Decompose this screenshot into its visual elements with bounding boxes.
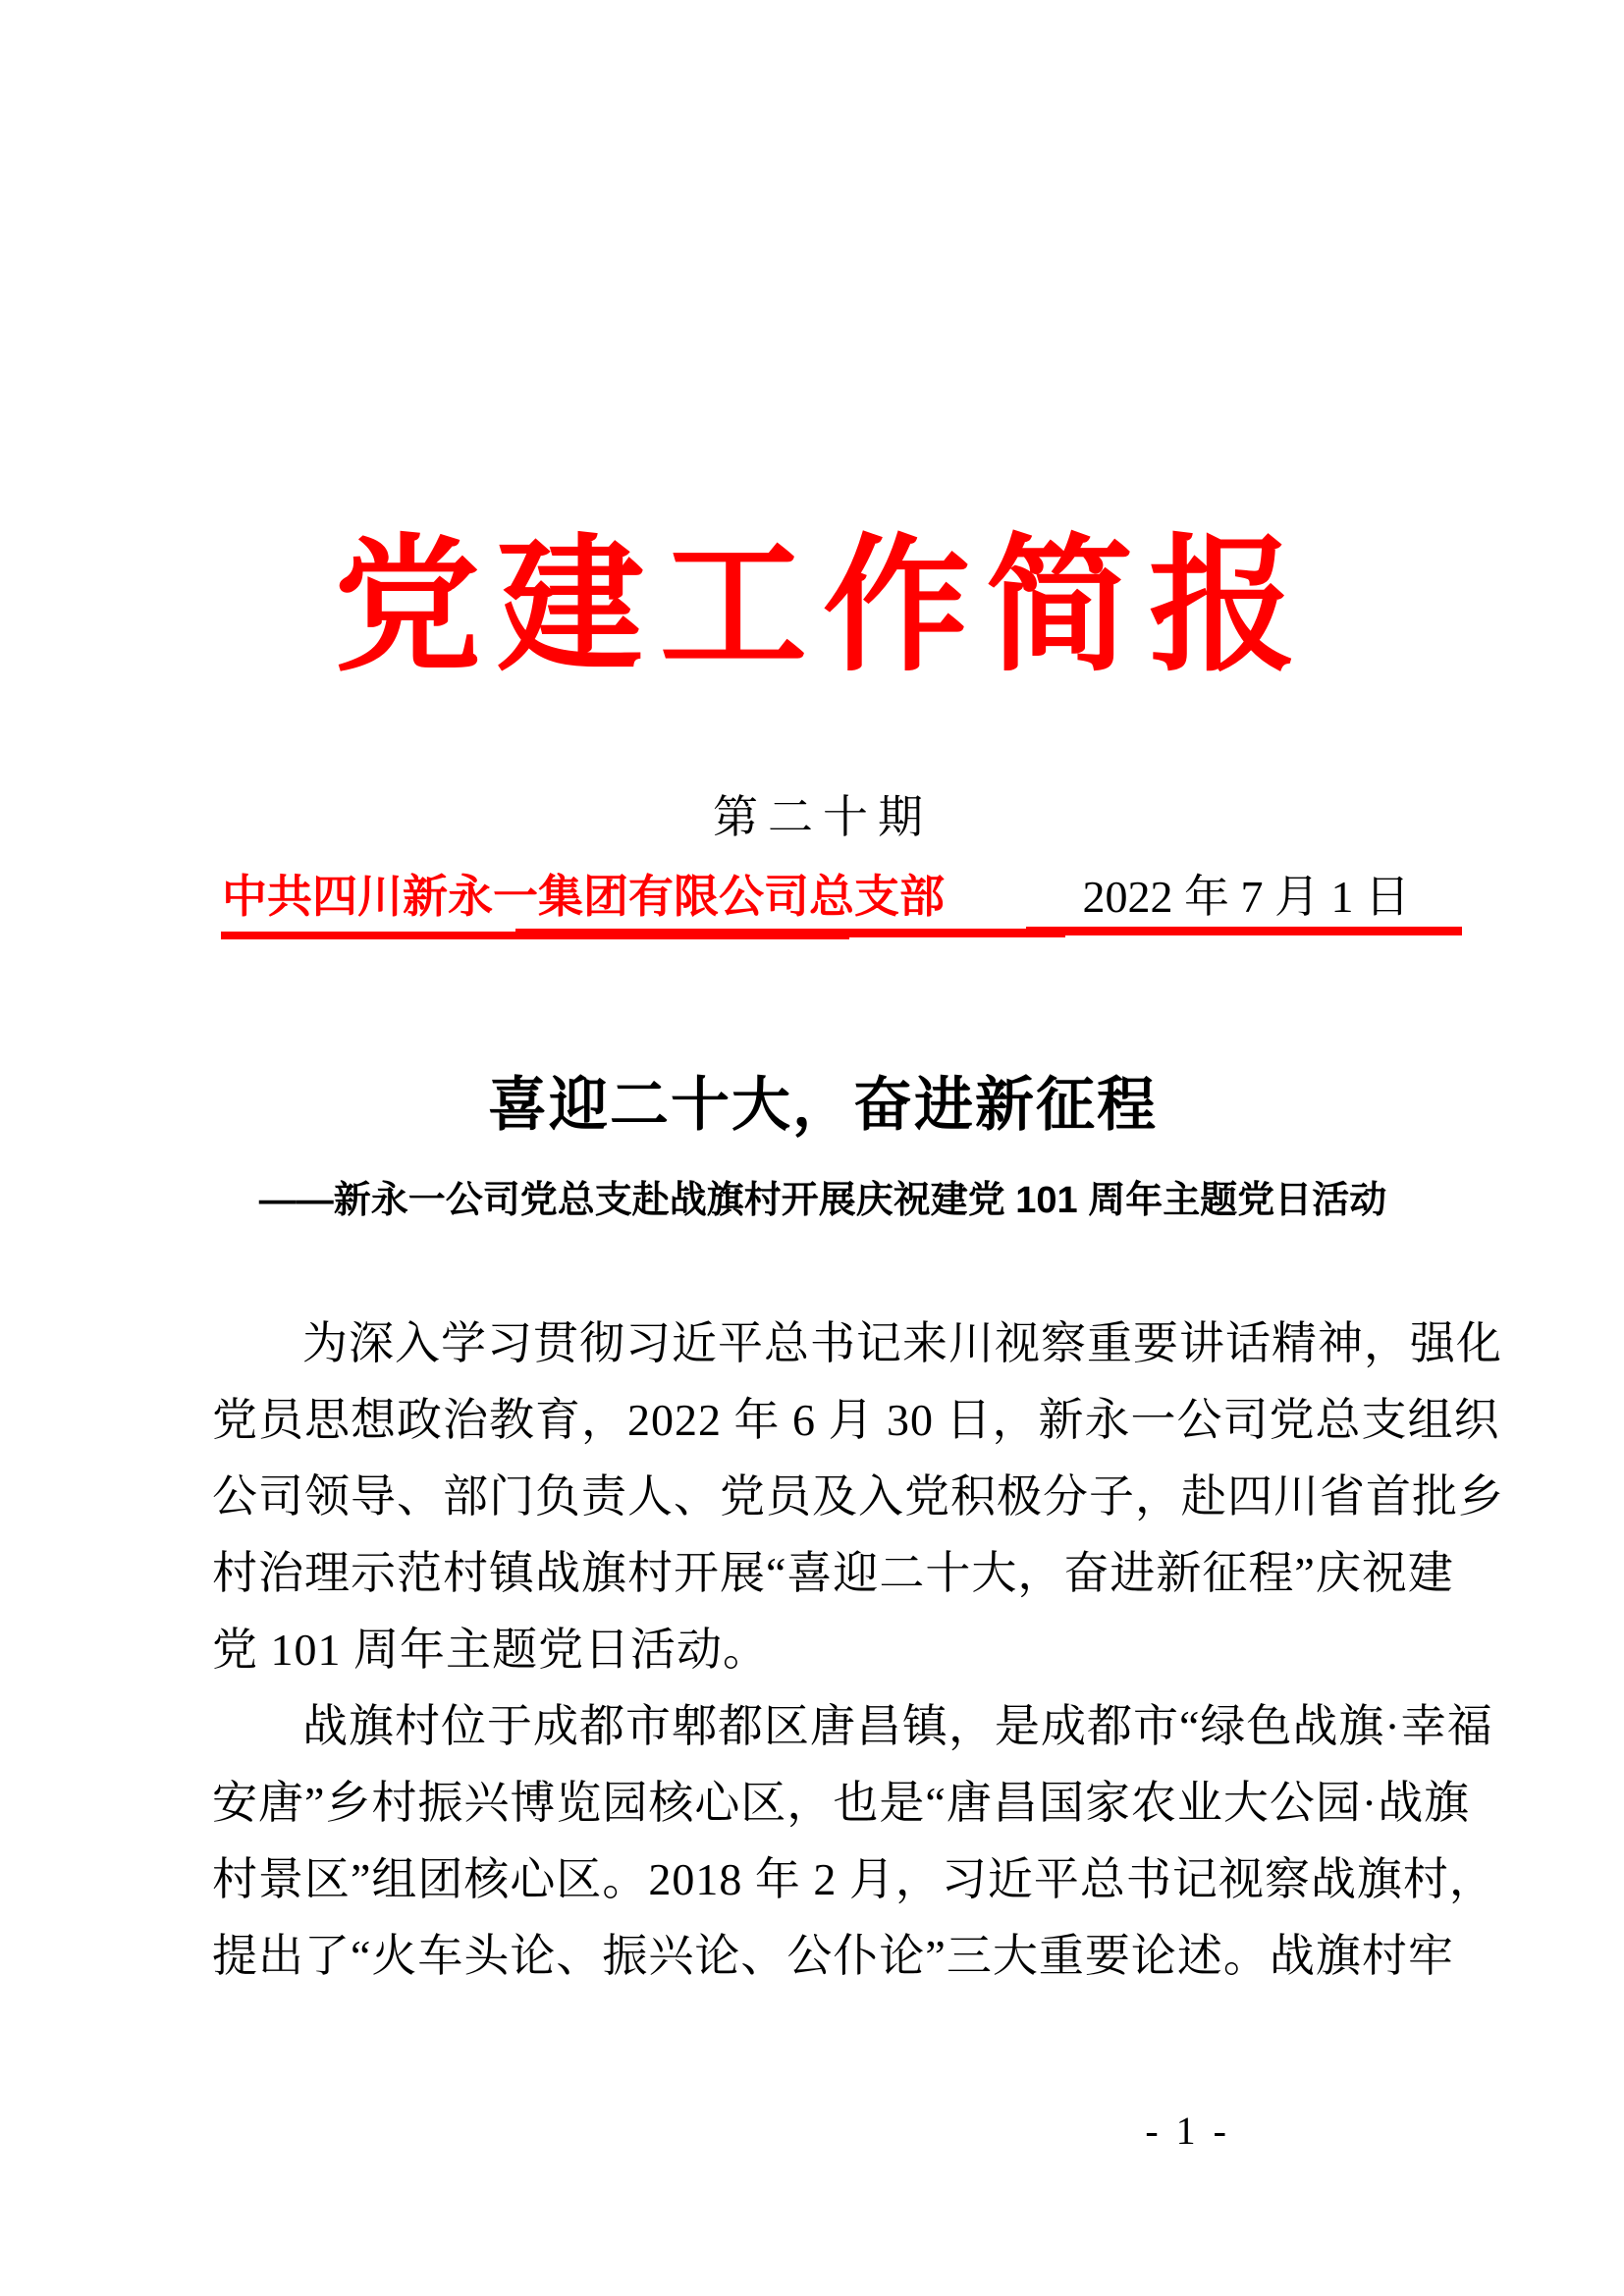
- body-text-line: 公司领导、部门负责人、党员及入党积极分子，赴四川省首批乡: [212, 1471, 1504, 1522]
- body-text-line: 村治理示范村镇战旗村开展“喜迎二十大，奋进新征程”庆祝建: [212, 1548, 1454, 1598]
- article-title: 喜迎二十大，奋进新征程: [488, 1072, 1158, 1138]
- body-text-line: 村景区”组团核心区。2018 年 2 月，习近平总书记视察战旗村，: [212, 1854, 1495, 1904]
- divider-segment: [1026, 927, 1462, 935]
- body-text-line: 党员思想政治教育，2022 年 6 月 30 日，新永一公司党总支组织: [212, 1395, 1500, 1445]
- masthead-title: 党建工作简报: [333, 526, 1312, 689]
- header-info-row: [212, 872, 1434, 923]
- body-text-line: 党 101 周年主题党日活动。: [212, 1625, 769, 1675]
- body-text-line: 安唐”乡村振兴博览园核心区，也是“唐昌国家农业大公园·战旗: [212, 1778, 1471, 1828]
- divider-segment: [515, 929, 1065, 937]
- body-text-line: 提出了“火车头论、振兴论、公仆论”三大重要论述。战旗村牢: [212, 1931, 1454, 1981]
- header-divider-rule: [221, 926, 1462, 940]
- body-text-line: 为深入学习贯彻习近平总书记来川视察重要讲话精神，强化: [302, 1318, 1502, 1368]
- article-subtitle: ——新永一公司党总支赴战旗村开展庆祝建党 101 周年主题党日活动: [258, 1180, 1387, 1221]
- body-text-line: 战旗村位于成都市郫都区唐昌镇，是成都市“绿色战旗·幸福: [302, 1701, 1493, 1751]
- issuing-organization: 中共四川新永一集团有限公司总支部: [222, 872, 945, 922]
- issue-number: 第二十期: [713, 792, 933, 842]
- publication-date: 2022 年 7 月 1 日: [1082, 872, 1410, 922]
- content-column: [212, 0, 1504, 2296]
- article-body: [212, 1306, 1504, 1995]
- page-number: - 1 -: [1145, 2109, 1230, 2153]
